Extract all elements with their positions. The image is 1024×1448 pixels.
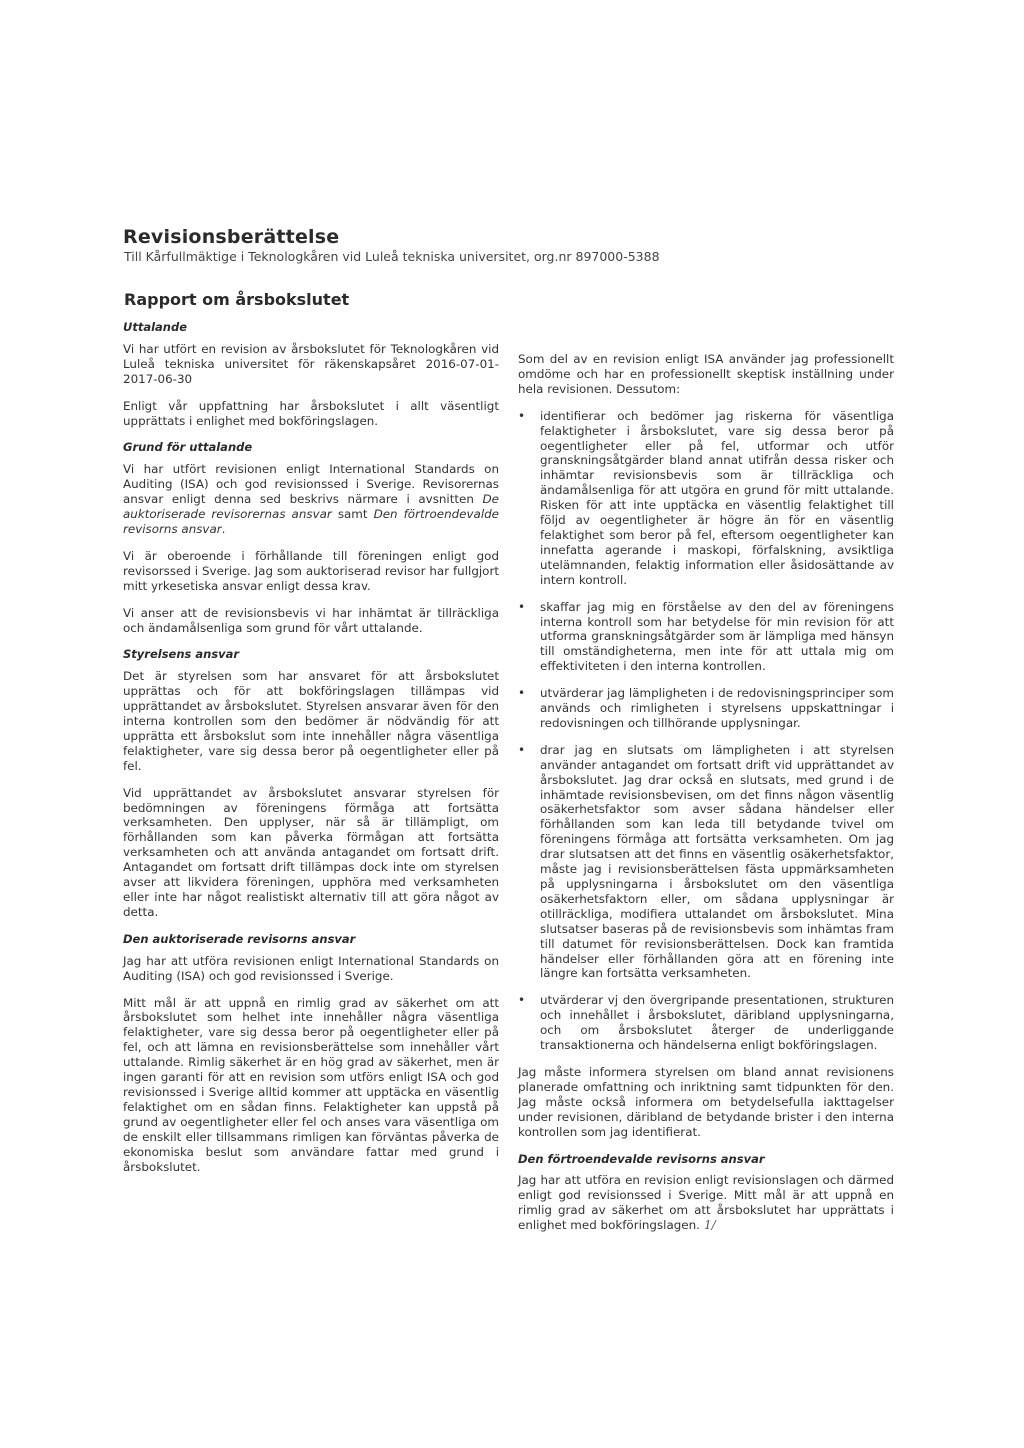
list-item-text: skaffar jag mig en förståelse av den del av föreningens interna kontroll som har betydelse för min revision för att utforma granskningsåtgärder som är lämpliga med hänsyn till omständigheterna, men inte för att uttala mig om effektiviteten i den interna kontrollen. [540, 599, 894, 674]
paragraph-informera: Jag måste informera styrelsen om bland annat revisionens planerade omfattning och inriktning samt tidpunkten för den. Jag måste också informera om betydelsefulla iakttagelser under revisionen, däribland de betydande brister i den interna kontrollen som jag identifierat. [518, 1064, 894, 1139]
text-span: Vi har utfört revisionen enligt International Standards on Auditing (ISA) och god revisionssed i Sverige. Revisorernas ansvar enligt denna sed beskrivs närmare i avsnitten [123, 462, 499, 507]
paragraph-uttalande-2: Enligt vår uppfattning har årsbokslutet i allt väsentligt upprättats i enlighet med bokföringslagen. [123, 398, 499, 428]
paragraph-fortroendevalde [518, 1173, 894, 1233]
section-title: Rapport om årsbokslutet [124, 290, 350, 309]
list-item-text: drar jag en slutsats om lämpligheten i att styrelsen använder antagandet om fortsatt drift vid upprättandet av årsbokslutet. Jag drar också en slutsats, med grund i de inhämtade revisionsbevisen, om det finns någon väsentlig osäkerhetsfaktor som avser sådana händelser eller förhållanden som kan leda till betydande tvivel om föreningens förmåga att fortsätta verksamheten. Om jag drar slutsatsen att det finns en väsentlig osäkerhetsfaktor, måste jag i revisionsberättelsen fästa uppmärksamheten på upplysningarna i årsbokslutet om den väsentliga osäkerhetsfaktorn eller, om sådana upplysningar är otillräckliga, modifiera uttalandet om årsbokslutet. Mina slutsatser baseras på de revisionsbevis som inhämtas fram till datumet för revisionsberättelsen. Dock kan framtida händelser eller förhållanden göra att en förening inte längre kan fortsätta verksamheten. [540, 742, 894, 981]
text-span: Jag har att utföra en revision enligt revisionslagen och därmed enligt god revisionssed i Sverige. Mitt mål är att uppnå en rimlig grad av säkerhet om att årsbokslutet har upprättats i enlighet med bokföringslagen. [518, 1173, 894, 1233]
list-item-text: utvärderar vj den övergripande presentationen, strukturen och innehållet i årsbokslutet, däribland upplysningarna, och om årsbokslutet återger de underliggande transaktionerna och händelserna enligt bokföringslagen. [540, 993, 894, 1053]
right-column [518, 352, 894, 1233]
bullet-icon: • [518, 742, 526, 757]
bullet-list [518, 409, 894, 1053]
bullet-icon: • [518, 408, 526, 423]
list-item [518, 686, 894, 731]
page-title: Revisionsberättelse [123, 226, 340, 248]
list-item-text: utvärderar jag lämpligheten i de redovisningsprinciper som används och rimligheten i styrelsens uppskattningar i redovisningen och tillhörande upplysningar. [540, 686, 894, 730]
paragraph-auktoriserade-1: Jag har att utföra revisionen enligt International Standards on Auditing (ISA) och god revisionssed i Sverige. [123, 953, 499, 983]
heading-grund: Grund för uttalande [123, 440, 253, 455]
text-span: samt [331, 507, 374, 522]
paragraph-grund-3: Vi anser att de revisionsbevis vi har inhämtat är tillräckliga och ändamålsenliga som grund för vårt uttalande. [123, 605, 499, 635]
paragraph-auktoriserade-2: Mitt mål är att uppnå en rimlig grad av säkerhet om att årsbokslutet som helhet inte innehåller några väsentliga felaktigheter, vare sig dessa beror på oegentligheter eller på fel, och att lämna en revisionsberättelse som innehåller vårt uttalande. Rimlig säkerhet är en hög grad av säkerhet, men är ingen garanti för att en revision som utförs enligt ISA och god revisionssed i Sverige alltid kommer att upptäcka en väsentlig felaktighet om en sådan finns. Felaktigheter kan uppstå på grund av oegentligheter eller fel och anses vara väsentliga om de enskilt eller tillsammans rimligen kan förväntas påverka de ekonomiska beslut som användare fattar med grund i årsbokslutet. [123, 995, 499, 1174]
heading-fortroendevalde: Den förtroendevalde revisorns ansvar [518, 1151, 765, 1166]
list-item [518, 743, 894, 982]
list-item [518, 993, 894, 1053]
bullet-icon: • [518, 599, 526, 614]
heading-uttalande: Uttalande [123, 320, 188, 334]
heading-styrelsen: Styrelsens ansvar [123, 647, 240, 662]
text-span: . [221, 521, 226, 536]
list-item-text: identifierar och bedömer jag riskerna för väsentliga felaktigheter i årsbokslutet, vare sig dessa beror på oegentligheter eller på fel, utformar och utför granskningsåtgärder bland annat utifrån dessa risker och inhämtar revisionsbevis som är tillräckliga och ändamålsenliga för att utgöra en grund för mitt uttalande. Risken för att inte upptäcka en väsentlig felaktighet till följd av oegentligheter är högre än för en väsentlig felaktighet som beror på fel, eftersom oegentligheter kan innefatta agerande i maskopi, förfalskning, avsiktliga utelämnanden, felaktig information eller åsidosättande av intern kontroll. [540, 408, 894, 587]
paragraph-styrelsen-2: Vid upprättandet av årsbokslutet ansvarar styrelsen för bedömningen av föreningens förmåga att fortsätta verksamheten. Den upplyser, när så är tillämpligt, om förhållanden som kan påverka förmågan att fortsätta verksamheten och att använda antagandet om fortsatt drift. Antagandet om fortsatt drift tillämpas dock inte om styrelsen avser att likvidera föreningen, upphöra med verksamheten eller inte har något realistiskt alternativ till att göra något av detta. [123, 785, 499, 919]
page-subtitle: Till Kårfullmäktige i Teknologkåren vid Luleå tekniska universitet, org.nr 897000-5388 [124, 249, 660, 264]
reference-fortroendevalde: Den förtroendevalde revisorns ansvar [123, 507, 499, 536]
heading-auktoriserade: Den auktoriserade revisorns ansvar [123, 931, 356, 946]
initials-signature: 1/ [703, 1218, 716, 1233]
bullet-icon: • [518, 993, 526, 1008]
paragraph-uttalande-1: Vi har utfört en revision av årsbokslutet för Teknologkåren vid Luleå tekniska universitet för räkenskapsåret 2016-07-01-2017-06-30 [123, 341, 499, 386]
bullet-icon: • [518, 686, 526, 701]
left-column [123, 320, 499, 1186]
list-item [518, 409, 894, 588]
paragraph-grund-1 [123, 462, 499, 537]
paragraph-intro: Som del av en revision enligt ISA använder jag professionellt omdöme och har en professionellt skeptisk inställning under hela revisionen. Dessutom: [518, 352, 894, 396]
paragraph-grund-2: Vi är oberoende i förhållande till föreningen enligt god revisorssed i Sverige. Jag som auktoriserad revisor har fullgjort mitt yrkesetiska ansvar enligt dessa krav. [123, 548, 499, 593]
reference-auktoriserade: De auktoriserade revisorernas ansvar [123, 492, 499, 522]
list-item [518, 600, 894, 675]
paragraph-styrelsen-1: Det är styrelsen som har ansvaret för att årsbokslutet upprättas och för att bokföringslagen tillämpas vid upprättandet av årsbokslutet. Styrelsen ansvarar även för den interna kontrollen som den bedömer är nödvändig för att upprätta ett årsbokslut som inte innehåller några väsentliga felaktigheter, vare sig dessa beror på oegentligheter eller på fel. [123, 669, 499, 773]
